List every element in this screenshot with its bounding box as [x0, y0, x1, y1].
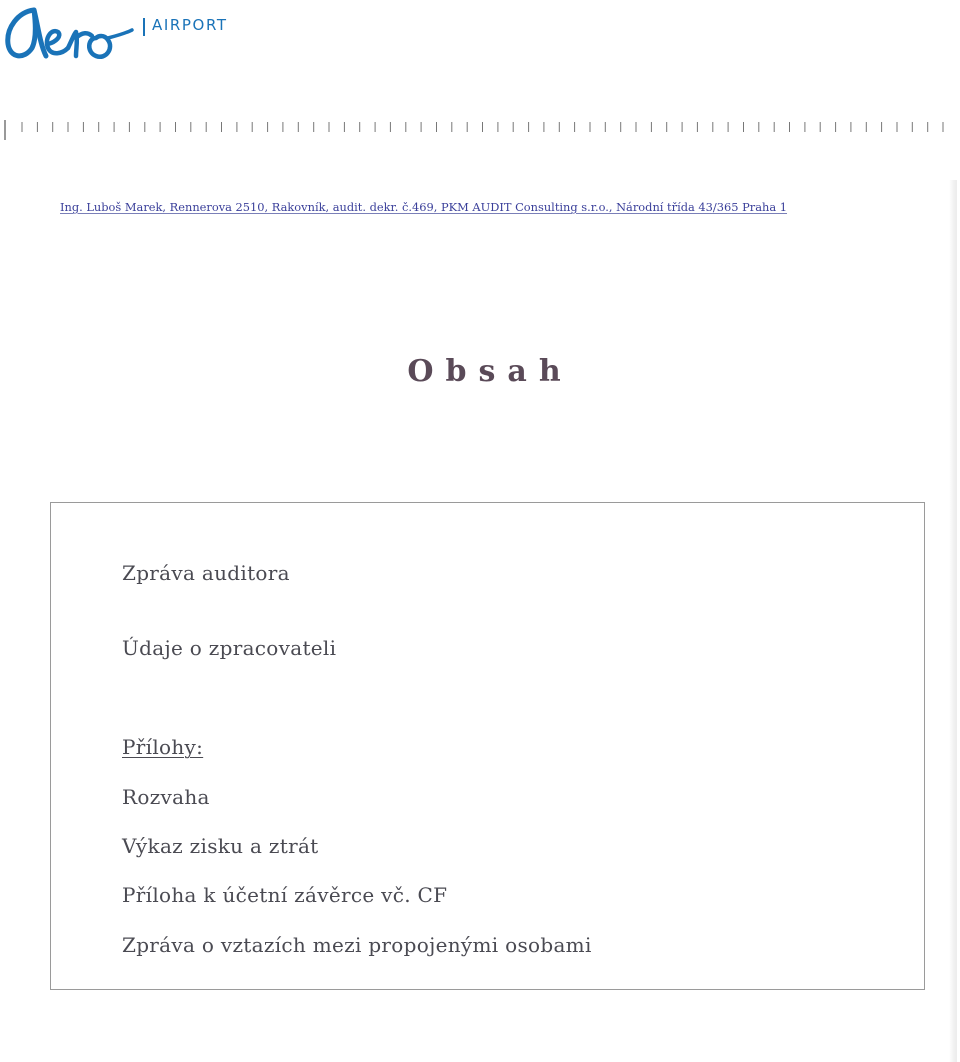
toc-item-udaje-o-zpracovateli: Údaje o zpracovateli — [122, 636, 337, 660]
page-title: Obsah — [407, 354, 573, 389]
logo-airport-label: AIRPORT — [152, 16, 228, 34]
tick-ruler — [0, 118, 960, 142]
company-logo — [4, 4, 244, 64]
toc-heading-prilohy: Přílohy: — [122, 735, 204, 759]
auditor-header-line: Ing. Luboš Marek, Rennerova 2510, Rakovník, audit. dekr. č.469, PKM AUDIT Consulting s.r.o., Národní třída 43/365 Praha 1 — [60, 200, 788, 214]
toc-item-vykaz-zisku: Výkaz zisku a ztrát — [122, 834, 319, 858]
toc-box — [50, 502, 925, 990]
scan-edge-shadow — [949, 180, 957, 1062]
toc-item-priloha-k-ucetni-zaverce: Příloha k účetní závěrce vč. CF — [122, 883, 448, 907]
toc-item-zprava-auditora: Zpráva auditora — [122, 561, 290, 585]
toc-item-zprava-o-vztazich: Zpráva o vztazích mezi propojenými osobami — [122, 933, 592, 957]
logo-divider — [143, 18, 145, 36]
toc-item-rozvaha: Rozvaha — [122, 785, 210, 809]
aero-script-logo-icon — [4, 4, 140, 64]
